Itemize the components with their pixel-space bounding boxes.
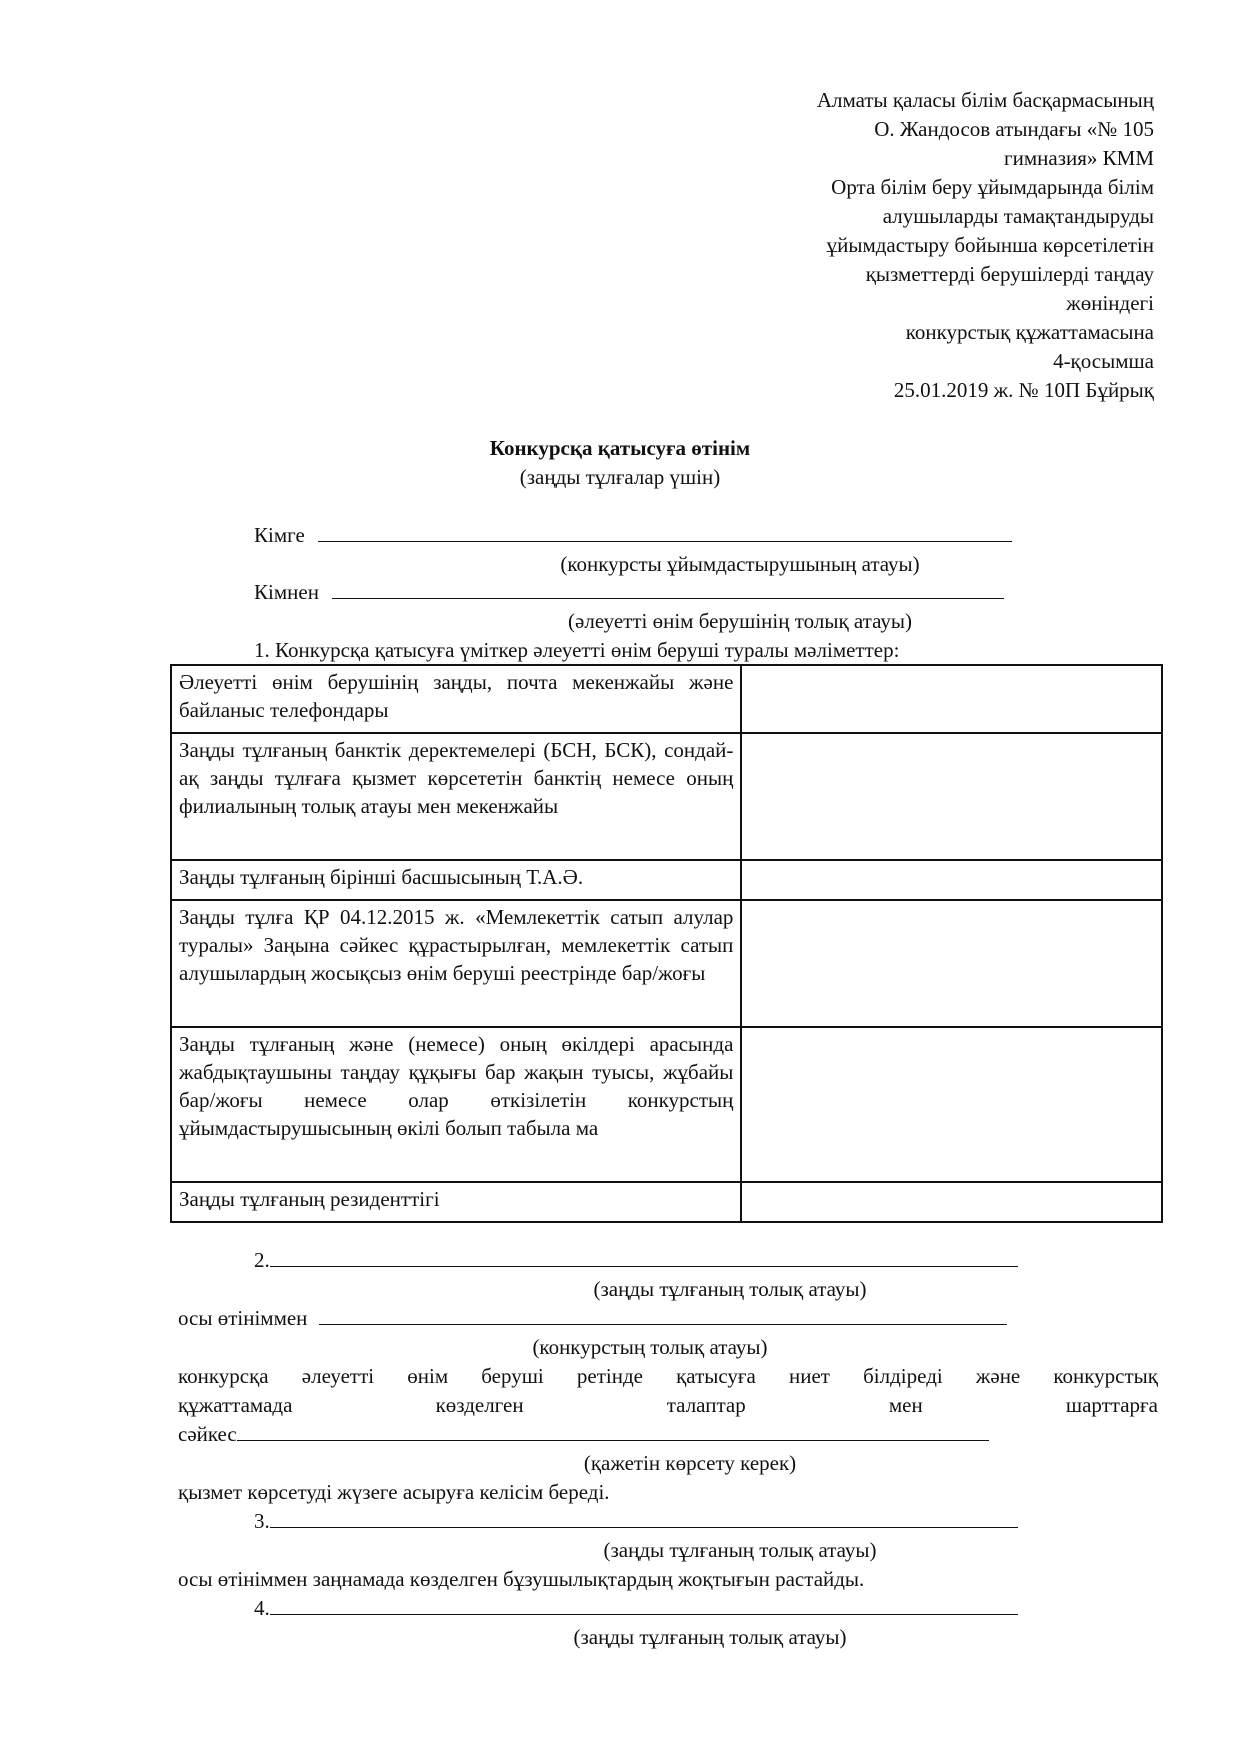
section-3-row: [254, 1507, 1018, 1536]
row-value-cell[interactable]: [741, 1182, 1162, 1222]
section-2-compliance-row: [178, 1420, 989, 1449]
table-row: [171, 900, 1162, 1027]
to-label: Кімге: [254, 523, 305, 547]
requirement-hint: (қажетін көрсету керек): [583, 1451, 797, 1475]
section-2-compliance-prefix: сәйкес: [178, 1422, 237, 1446]
table-row: [171, 1182, 1162, 1222]
section-2-hint: (заңды тұлғаның толық атауы): [593, 1277, 867, 1301]
row-value-cell[interactable]: [741, 1027, 1162, 1182]
table-row: [171, 1027, 1162, 1182]
section-2-prefix: осы өтініммен: [178, 1306, 308, 1330]
from-label: Кімнен: [254, 580, 319, 604]
section-4-row: [254, 1594, 1018, 1623]
header-line: 4-қосымша: [1053, 349, 1154, 373]
header-line: жөніндегі: [1066, 291, 1154, 315]
table-row: [171, 733, 1162, 860]
section-2-paragraph-line: құжаттамада көзделген талаптар мен шарттарға: [178, 1393, 1158, 1417]
to-hint: (конкурсты ұйымдастырушының атауы): [560, 552, 920, 576]
from-hint: (әлеуетті өнім берушінің толық атауы): [568, 609, 912, 633]
header-line: гимназия» КММ: [1004, 146, 1154, 170]
supplier-info-table: [170, 664, 1163, 1223]
header-line: О. Жандосов атындағы «№ 105: [874, 117, 1154, 141]
row-value-cell[interactable]: [741, 860, 1162, 900]
section-1-heading: 1. Конкурсқа қатысуға үміткер әлеуетті өнім беруші туралы мәліметтер:: [254, 638, 900, 662]
section-2-contest-row: [178, 1304, 1007, 1333]
contest-name-field[interactable]: [319, 1306, 1007, 1325]
from-field[interactable]: [332, 580, 1004, 599]
row-label: Заңды тұлғаның резиденттігі: [171, 1182, 741, 1222]
section-2-row: [254, 1246, 1018, 1275]
header-line: 25.01.2019 ж. № 10П Бұйрық: [893, 378, 1154, 402]
header-line: конкурстық құжаттамасына: [905, 320, 1154, 344]
addressee-block: [634, 86, 1154, 405]
section-4-number: 4.: [254, 1596, 270, 1620]
row-label: Заңды тұлғаның банктік деректемелері (БСН, БСК), сондай-ақ заңды тұлғаға қызмет көрсететін банктің немесе оның филиалының толық атауы мен мекенжайы: [171, 733, 741, 860]
to-field[interactable]: [318, 523, 1012, 542]
row-value-cell[interactable]: [741, 733, 1162, 860]
section-2-paragraph-line: конкурсқа әлеуетті өнім беруші ретінде қатысуға ниет білдіреді және конкурстық: [178, 1364, 1158, 1388]
section-2-name-field[interactable]: [270, 1248, 1018, 1267]
header-line: алушыларды тамақтандыруды: [882, 204, 1154, 228]
table-row: [171, 860, 1162, 900]
from-row: [254, 578, 1004, 607]
section-3-name-field[interactable]: [270, 1509, 1018, 1528]
table-row: [171, 665, 1162, 733]
header-line: ұйымдастыру бойынша көрсетілетін: [826, 233, 1154, 257]
section-2-closing: қызмет көрсетуді жүзеге асыруға келісім береді.: [178, 1480, 610, 1504]
header-line: қызметтерді берушілерді таңдау: [865, 262, 1154, 286]
section-3-number: 3.: [254, 1509, 270, 1533]
row-label: Әлеуетті өнім берушінің заңды, почта мекенжайы және байланыс телефондары: [171, 665, 741, 733]
contest-hint: (конкурстың толық атауы): [532, 1335, 768, 1359]
section-2-number: 2.: [254, 1248, 270, 1272]
row-label: Заңды тұлғаның және (немесе) оның өкілдері арасында жабдықтаушыны таңдау құқығы бар жақын туысы, жұбайы бар/жоғы немесе олар өткізілетін конкурстың ұйымдастырушысының өкілі болып табыла ма: [171, 1027, 741, 1182]
section-3-text: осы өтініммен заңнамада көзделген бұзушылықтардың жоқтығын растайды.: [178, 1567, 865, 1591]
row-value-cell[interactable]: [741, 665, 1162, 733]
section-3-hint: (заңды тұлғаның толық атауы): [603, 1538, 877, 1562]
to-row: [254, 521, 1012, 550]
section-4-hint: (заңды тұлғаның толық атауы): [573, 1625, 847, 1649]
header-line: Орта білім беру ұйымдарында білім: [831, 175, 1154, 199]
row-label: Заңды тұлғаның бірінші басшысының Т.А.Ә.: [171, 860, 741, 900]
section-4-name-field[interactable]: [270, 1596, 1018, 1615]
header-line: Алматы қаласы білім басқармасының: [816, 88, 1154, 112]
requirement-field[interactable]: [237, 1422, 989, 1441]
row-value-cell[interactable]: [741, 900, 1162, 1027]
row-label: Заңды тұлға ҚР 04.12.2015 ж. «Мемлекеттік сатып алулар туралы» Заңына сәйкес құрастырылған, мемлекеттік сатып алушылардың жосықсыз өнім беруші реестрінде бар/жоғы: [171, 900, 741, 1027]
document-title: Конкурсқа қатысуға өтінім: [489, 436, 751, 460]
document-subtitle: (заңды тұлғалар үшін): [519, 465, 721, 489]
